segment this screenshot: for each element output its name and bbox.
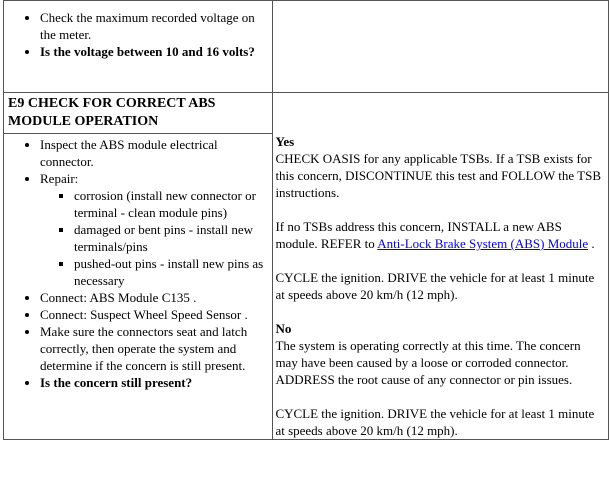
- list-item: [40, 306, 270, 323]
- yes-label: Yes: [275, 134, 295, 149]
- step-text: Check the maximum recorded voltage on the meter.: [40, 10, 255, 42]
- list-item: [40, 136, 270, 170]
- repair-item: pushed-out pins - install new pins as necessary: [74, 256, 264, 288]
- abs-module-link[interactable]: Anti-Lock Brake System (ABS) Module: [377, 236, 589, 251]
- list-item: [40, 374, 270, 391]
- list-item: [40, 170, 270, 289]
- previous-result-cell: [273, 1, 609, 93]
- result-cell: [273, 93, 609, 440]
- step-cell: [4, 93, 273, 440]
- no-text: The system is operating correctly at this time. The concern may have been caused by a loose or corroded connector. ADDRESS the root cause of any connector or pin issues.: [275, 338, 581, 387]
- list-item: [74, 255, 270, 289]
- section-title: E9 CHECK FOR CORRECT ABS MODULE OPERATION: [4, 93, 272, 134]
- no-label: No: [275, 321, 292, 336]
- list-item: [74, 221, 270, 255]
- inspect-step: Inspect the ABS module electrical connector.: [40, 137, 218, 169]
- cycle-text-yes: CYCLE the ignition. DRIVE the vehicle for at least 1 minute at speeds above 20 km/h (12 mph).: [275, 270, 595, 302]
- no-tsb-paragraph: [275, 218, 606, 252]
- step-question: Is the concern still present?: [40, 375, 193, 390]
- repair-sublist: [40, 187, 270, 289]
- list-item: [40, 43, 270, 60]
- yes-text: CHECK OASIS for any applicable TSBs. If a TSB exists for this concern, DISCONTINUE this test and FOLLOW the TSB instructions.: [275, 151, 602, 200]
- procedure-table: [3, 0, 609, 440]
- previous-step-cell: [4, 1, 273, 93]
- link-suffix: .: [588, 236, 595, 251]
- result-block: [275, 93, 606, 439]
- cycle-text-no: CYCLE the ignition. DRIVE the vehicle for at least 1 minute at speeds above 20 km/h (12 mph).: [275, 406, 595, 438]
- table-row: [4, 93, 609, 440]
- repair-step: Repair:: [40, 171, 79, 186]
- no-tsb-text: If no TSBs address this concern, INSTALL a new ABS module. REFER to: [275, 219, 562, 251]
- list-item: [40, 289, 270, 306]
- connect-sensor-step: Connect: Suspect Wheel Speed Sensor .: [40, 307, 248, 322]
- connect-module-step: Connect: ABS Module C135 .: [40, 290, 197, 305]
- list-item: [40, 9, 270, 43]
- previous-step-list: [6, 9, 270, 60]
- repair-item: corrosion (install new connector or terminal - clean module pins): [74, 188, 256, 220]
- step-list: [6, 136, 270, 391]
- verify-step: Make sure the connectors seat and latch correctly, then operate the system and determine if the concern is still present.: [40, 324, 248, 373]
- list-item: [40, 323, 270, 374]
- table-row: [4, 1, 609, 93]
- list-item: [74, 187, 270, 221]
- step-question: Is the voltage between 10 and 16 volts?: [40, 44, 255, 59]
- repair-item: damaged or bent pins - install new terminals/pins: [74, 222, 254, 254]
